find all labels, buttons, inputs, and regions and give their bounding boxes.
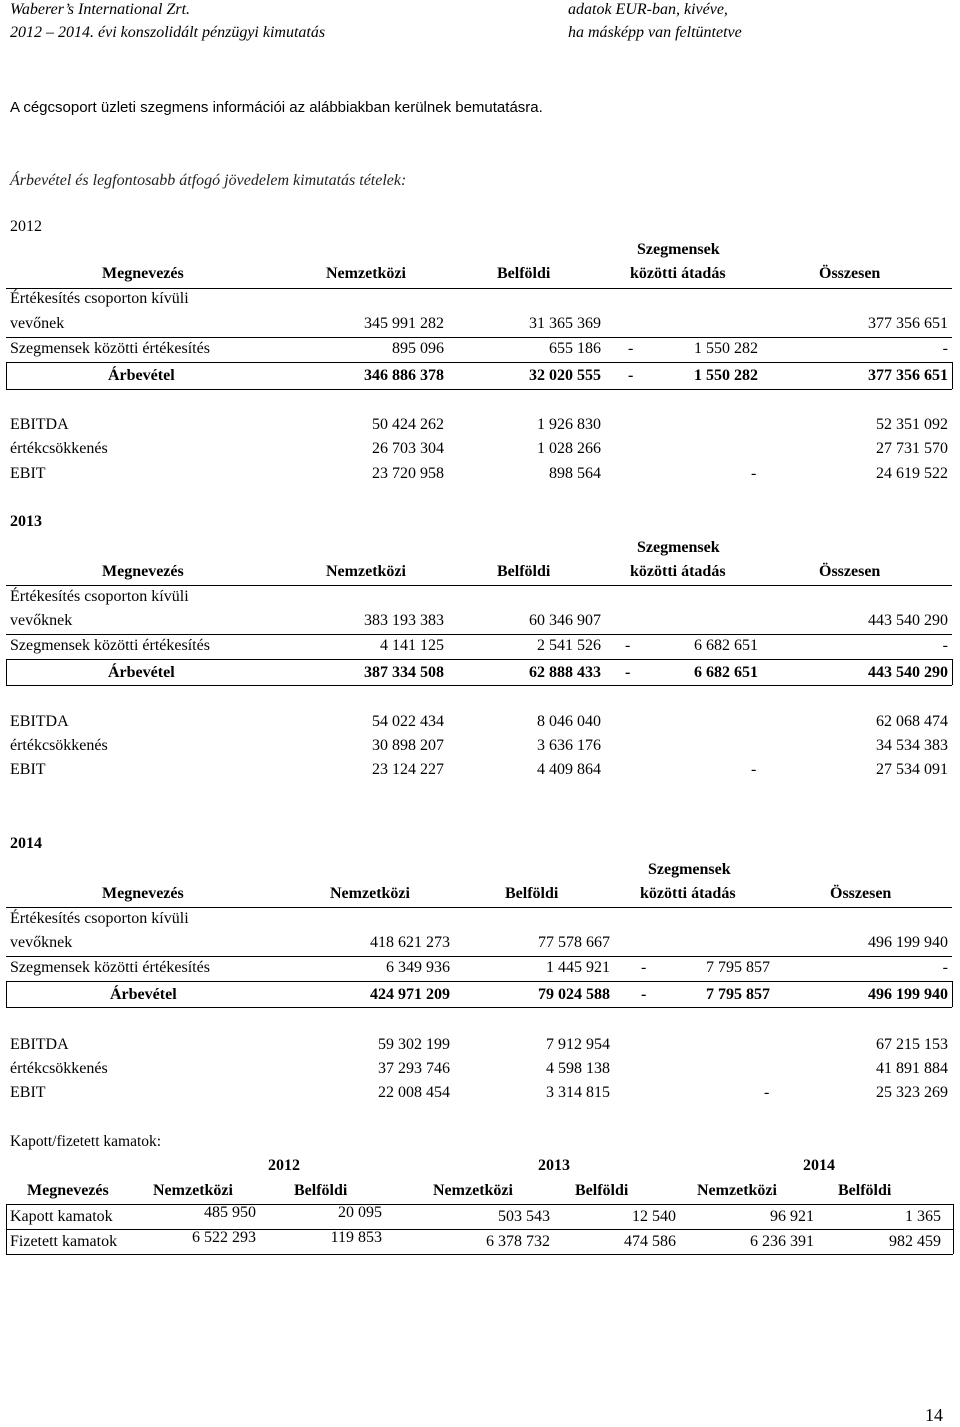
cell-total: 377 356 651 <box>868 315 948 332</box>
cell-seg: 7 795 857 <box>706 986 770 1003</box>
cell-dom: 1 028 266 <box>537 440 601 457</box>
year-header: 2012 <box>268 1157 300 1174</box>
cell-intl: 424 971 209 <box>370 986 450 1003</box>
col-header-name: Megnevezés <box>102 885 184 902</box>
cell-2014-intl: 96 921 <box>770 1208 814 1225</box>
header-note-2: ha másképp van feltüntetve <box>568 24 742 41</box>
row-label: Árbevétel <box>108 367 175 384</box>
cell-dom: 898 564 <box>549 465 601 482</box>
cell-intl: 346 886 378 <box>364 367 444 384</box>
cell-2012-dom: 119 853 <box>330 1229 382 1246</box>
row-label: EBITDA <box>10 713 69 730</box>
cell-seg-sign: - <box>641 986 647 1003</box>
cell-dom: 4 598 138 <box>546 1060 610 1077</box>
col-header-intl: Nemzetközi <box>433 1182 513 1199</box>
cell-total: 496 199 940 <box>868 986 948 1003</box>
year-header: 2014 <box>803 1157 835 1174</box>
col-header-intl: Nemzetközi <box>326 265 406 282</box>
cell-dom: 60 346 907 <box>529 612 601 629</box>
divider <box>6 1229 953 1230</box>
year-label: 2013 <box>10 513 42 530</box>
cell-dom: 3 636 176 <box>537 737 601 754</box>
cell-dom: 3 314 815 <box>546 1084 610 1101</box>
divider <box>952 362 953 389</box>
cell-seg: 1 550 282 <box>694 367 758 384</box>
cell-seg-sign: - <box>751 465 757 482</box>
col-header-total: Összesen <box>830 885 892 902</box>
cell-intl: 895 096 <box>392 340 444 357</box>
cell-total: 496 199 940 <box>868 934 948 951</box>
col-header-name: Megnevezés <box>27 1182 109 1199</box>
cell-intl: 50 424 262 <box>372 416 444 433</box>
col-header-dom: Belföldi <box>505 885 559 902</box>
cell-dom: 655 186 <box>549 340 601 357</box>
cell-2012-dom: 20 095 <box>338 1204 382 1221</box>
interest-row-label: Fizetett kamatok <box>10 1233 118 1250</box>
row-label: vevőknek <box>10 612 73 629</box>
cell-2014-dom: 982 459 <box>889 1233 941 1250</box>
cell-dom: 4 409 864 <box>537 761 601 778</box>
cell-intl: 4 141 125 <box>380 637 444 654</box>
cell-2013-intl: 6 378 732 <box>486 1233 550 1250</box>
cell-2012-intl: 6 522 293 <box>192 1229 256 1246</box>
col-header-name: Megnevezés <box>102 265 184 282</box>
divider <box>6 1007 952 1008</box>
cell-intl: 418 621 273 <box>370 934 450 951</box>
col-header-seg-2: közötti átadás <box>640 885 736 902</box>
col-header-name: Megnevezés <box>102 563 184 580</box>
divider <box>952 981 953 1007</box>
col-header-dom: Belföldi <box>294 1182 348 1199</box>
cell-2012-intl: 485 950 <box>204 1204 256 1221</box>
row-label: Árbevétel <box>110 986 177 1003</box>
divider <box>6 981 952 982</box>
cell-dom: 77 578 667 <box>538 934 610 951</box>
divider <box>6 634 952 635</box>
col-header-seg-1: Szegmensek <box>637 539 720 556</box>
header-note-1: adatok EUR-ban, kivéve, <box>568 1 728 18</box>
cell-total: 443 540 290 <box>868 664 948 681</box>
divider <box>6 585 952 586</box>
cell-total: 34 534 383 <box>876 737 948 754</box>
row-label: Értékesítés csoporton kívüli <box>10 910 189 927</box>
cell-2013-intl: 503 543 <box>498 1208 550 1225</box>
row-label: EBIT <box>10 761 46 778</box>
row-label: vevőnek <box>10 315 65 332</box>
cell-dom: 1 445 921 <box>546 959 610 976</box>
row-label: értékcsökkenés <box>10 1060 108 1077</box>
divider <box>6 659 952 660</box>
col-header-intl: Nemzetközi <box>153 1182 233 1199</box>
col-header-intl: Nemzetközi <box>697 1182 777 1199</box>
cell-total: - <box>942 340 948 357</box>
cell-seg-sign: - <box>628 340 634 357</box>
cell-seg: 1 550 282 <box>694 340 758 357</box>
cell-intl: 22 008 454 <box>378 1084 450 1101</box>
cell-dom: 31 365 369 <box>529 315 601 332</box>
row-label: EBITDA <box>10 416 69 433</box>
divider <box>6 1254 953 1255</box>
divider <box>6 659 7 685</box>
cell-intl: 54 022 434 <box>372 713 444 730</box>
cell-total: 377 356 651 <box>868 367 948 384</box>
col-header-seg-2: közötti átadás <box>630 563 726 580</box>
cell-seg: 7 795 857 <box>706 959 770 976</box>
cell-seg: 6 682 651 <box>694 637 758 654</box>
col-header-total: Összesen <box>819 563 881 580</box>
col-header-seg-1: Szegmensek <box>648 861 731 878</box>
year-label: 2014 <box>10 835 42 852</box>
cell-2013-dom: 474 586 <box>624 1233 676 1250</box>
cell-total: - <box>942 959 948 976</box>
col-header-dom: Belföldi <box>575 1182 629 1199</box>
cell-total: 67 215 153 <box>876 1036 948 1053</box>
cell-dom: 1 926 830 <box>537 416 601 433</box>
divider <box>6 981 7 1007</box>
row-label: Értékesítés csoporton kívüli <box>10 290 189 307</box>
divider <box>6 362 7 389</box>
cell-seg-sign: - <box>641 959 647 976</box>
cell-total: 27 534 091 <box>876 761 948 778</box>
cell-intl: 387 334 508 <box>364 664 444 681</box>
divider <box>6 1204 953 1205</box>
row-label: értékcsökkenés <box>10 440 108 457</box>
cell-total: 52 351 092 <box>876 416 948 433</box>
col-header-dom: Belföldi <box>838 1182 892 1199</box>
cell-2014-intl: 6 236 391 <box>750 1233 814 1250</box>
interest-title: Kapott/fizetett kamatok: <box>10 1133 162 1150</box>
cell-intl: 26 703 304 <box>372 440 444 457</box>
divider <box>953 1204 954 1254</box>
row-label: Árbevétel <box>108 664 175 681</box>
cell-total: 24 619 522 <box>876 465 948 482</box>
divider <box>6 685 952 686</box>
row-label: Szegmensek közötti értékesítés <box>10 637 210 654</box>
col-header-intl: Nemzetközi <box>330 885 410 902</box>
cell-intl: 6 349 936 <box>386 959 450 976</box>
cell-intl: 345 991 282 <box>364 315 444 332</box>
divider <box>6 337 952 338</box>
cell-seg-sign: - <box>625 637 631 654</box>
cell-total: 41 891 884 <box>876 1060 948 1077</box>
cell-intl: 383 193 383 <box>364 612 444 629</box>
cell-total: 27 731 570 <box>876 440 948 457</box>
cell-seg-sign: - <box>625 664 631 681</box>
divider <box>6 389 952 390</box>
cell-dom: 7 912 954 <box>546 1036 610 1053</box>
cell-total: 62 068 474 <box>876 713 948 730</box>
col-header-dom: Belföldi <box>497 265 551 282</box>
cell-seg: 6 682 651 <box>694 664 758 681</box>
cell-intl: 30 898 207 <box>372 737 444 754</box>
col-header-total: Összesen <box>819 265 881 282</box>
divider <box>952 659 953 685</box>
cell-intl: 59 302 199 <box>378 1036 450 1053</box>
col-header-dom: Belföldi <box>497 563 551 580</box>
divider <box>6 288 952 289</box>
divider <box>6 907 952 908</box>
cell-dom: 62 888 433 <box>529 664 601 681</box>
intro-text: A cégcsoport üzleti szegmens információi az alábbiakban kerülnek bemutatásra. <box>10 99 543 116</box>
cell-total: - <box>942 637 948 654</box>
cell-dom: 32 020 555 <box>529 367 601 384</box>
row-label: EBIT <box>10 465 46 482</box>
header-company: Waberer’s International Zrt. <box>10 1 191 18</box>
cell-intl: 37 293 746 <box>378 1060 450 1077</box>
cell-intl: 23 124 227 <box>372 761 444 778</box>
col-header-intl: Nemzetközi <box>326 563 406 580</box>
row-label: EBIT <box>10 1084 46 1101</box>
interest-row-label: Kapott kamatok <box>10 1208 113 1225</box>
row-label: értékcsökkenés <box>10 737 108 754</box>
cell-seg-sign: - <box>751 761 757 778</box>
header-report: 2012 – 2014. évi konszolidált pénzügyi kimutatás <box>10 24 326 41</box>
row-label: vevőknek <box>10 934 73 951</box>
section-title: Árbevétel és legfontosabb átfogó jövedelem kimutatás tételek: <box>10 172 407 189</box>
divider <box>6 956 952 957</box>
divider <box>6 362 952 363</box>
cell-total: 443 540 290 <box>868 612 948 629</box>
cell-dom: 79 024 588 <box>538 986 610 1003</box>
col-header-seg-2: közötti átadás <box>630 265 726 282</box>
cell-2013-dom: 12 540 <box>632 1208 676 1225</box>
year-header: 2013 <box>538 1157 570 1174</box>
year-label: 2012 <box>10 218 42 235</box>
page-number: 14 <box>925 1405 943 1425</box>
divider <box>6 1204 7 1254</box>
cell-dom: 8 046 040 <box>537 713 601 730</box>
cell-dom: 2 541 526 <box>537 637 601 654</box>
row-label: EBITDA <box>10 1036 69 1053</box>
cell-total: 25 323 269 <box>876 1084 948 1101</box>
row-label: Értékesítés csoporton kívüli <box>10 588 189 605</box>
cell-2014-dom: 1 365 <box>905 1208 941 1225</box>
col-header-seg-1: Szegmensek <box>637 241 720 258</box>
row-label: Szegmensek közötti értékesítés <box>10 959 210 976</box>
row-label: Szegmensek közötti értékesítés <box>10 340 210 357</box>
cell-seg-sign: - <box>628 367 634 384</box>
cell-intl: 23 720 958 <box>372 465 444 482</box>
cell-seg-sign: - <box>764 1084 770 1101</box>
